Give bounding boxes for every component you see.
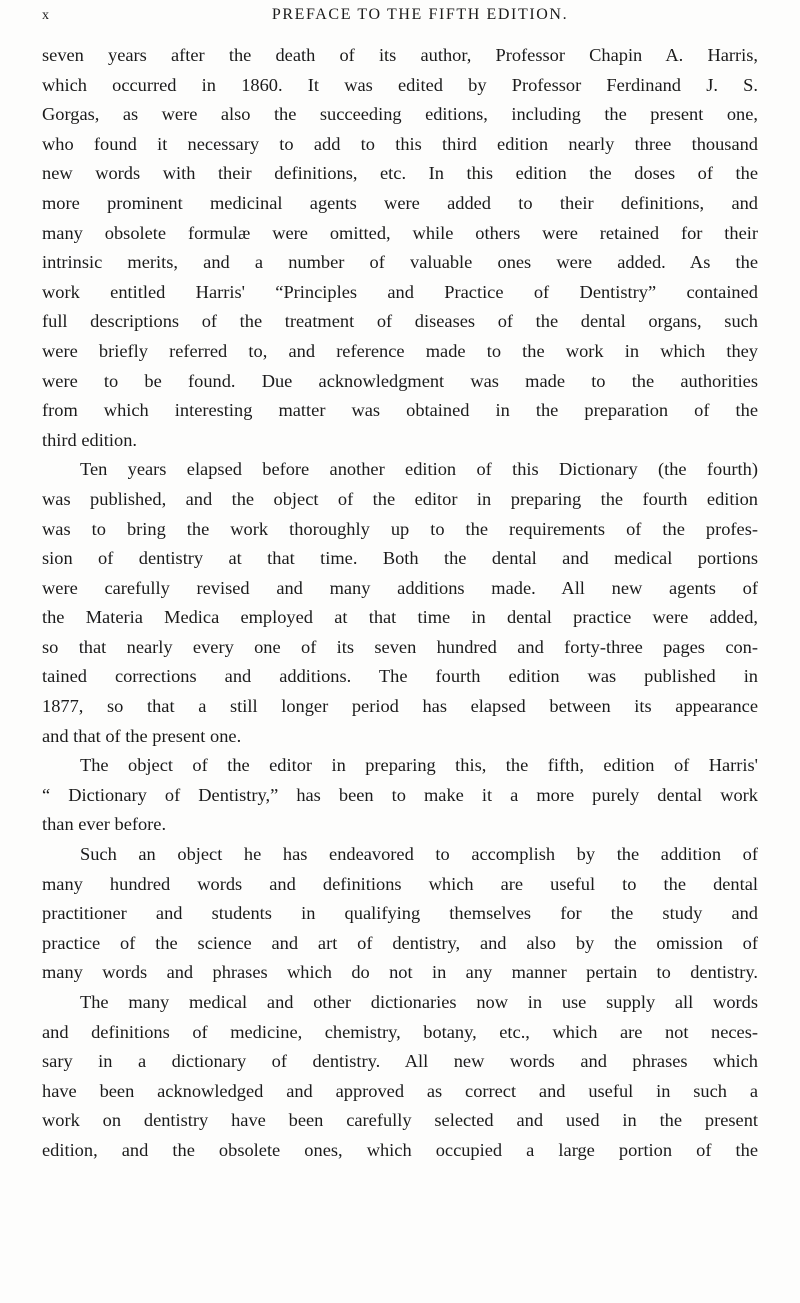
text-line: from which interesting matter was obtained in the preparation of the [42, 400, 758, 421]
text-line: were briefly referred to, and reference made to the work in which they [42, 340, 758, 361]
text-line: work on dentistry have been carefully selected and used in the present [42, 1110, 758, 1131]
text-line: practitioner and students in qualifying themselves for the study and [42, 903, 758, 924]
text-line: work entitled Harris' “Principles and Practice of Dentistry” contained [42, 281, 758, 302]
text-line: many obsolete formulæ were omitted, while others were retained for their [42, 222, 758, 243]
text-line: 1877, so that a still longer period has elapsed between its appearance [42, 696, 758, 717]
text-line: practice of the science and art of dentistry, and also by the omission of [42, 932, 758, 953]
page-number: x [42, 8, 50, 23]
preface-body [42, 41, 758, 1166]
text-line: full descriptions of the treatment of diseases of the dental organs, such [42, 311, 758, 332]
text-line: many hundred words and definitions which are useful to the dental [42, 873, 758, 894]
text-line: The many medical and other dictionaries now in use supply all words [80, 992, 758, 1012]
text-line: which occurred in 1860. It was edited by Professor Ferdinand J. S. [42, 74, 758, 95]
text-line: was to bring the work thoroughly up to the requirements of the profes- [42, 518, 758, 539]
text-line: third edition. [42, 429, 138, 450]
text-line: were carefully revised and many additions made. All new agents of [42, 577, 758, 598]
text-line: were to be found. Due acknowledgment was made to the authorities [42, 370, 758, 391]
running-head [42, 6, 758, 34]
text-line: was published, and the object of the editor in preparing the fourth edition [42, 488, 758, 509]
text-line: have been acknowledged and approved as correct and useful in such a [42, 1080, 758, 1101]
text-line: than ever before. [42, 814, 167, 835]
text-line: Such an object he has endeavored to accomplish by the addition of [80, 844, 758, 865]
text-line: tained corrections and additions. The fourth edition was published in [42, 666, 758, 687]
text-line: seven years after the death of its author, Professor Chapin A. Harris, [42, 45, 758, 65]
text-line: Gorgas, as were also the succeeding editions, including the present one, [42, 104, 758, 125]
text-line: who found it necessary to add to this third edition nearly three thousand [42, 133, 758, 154]
text-line: so that nearly every one of its seven hundred and forty-three pages con- [42, 636, 758, 657]
text-line: many words and phrases which do not in any manner pertain to dentistry. [42, 962, 758, 983]
page-title: PREFACE TO THE FIFTH EDITION. [271, 6, 569, 23]
text-line: more prominent medicinal agents were added to their definitions, and [42, 192, 758, 213]
text-line: and that of the present one. [42, 725, 242, 746]
text-line: edition, and the obsolete ones, which occupied a large portion of the [42, 1139, 758, 1160]
text-line: The object of the editor in preparing this, the fifth, edition of Harris' [80, 755, 758, 776]
text-line: new words with their definitions, etc. In this edition the doses of the [42, 163, 758, 184]
text-line: intrinsic merits, and a number of valuable ones were added. As the [42, 252, 758, 273]
text-line: sary in a dictionary of dentistry. All new words and phrases which [42, 1051, 758, 1072]
text-line: Ten years elapsed before another edition of this Dictionary (the fourth) [80, 459, 758, 480]
text-line: the Materia Medica employed at that time in dental practice were added, [42, 607, 758, 628]
text-line: “ Dictionary of Dentistry,” has been to make it a more purely dental work [42, 784, 758, 805]
text-line: and definitions of medicine, chemistry, botany, etc., which are not neces- [42, 1021, 758, 1042]
text-line: sion of dentistry at that time. Both the dental and medical portions [42, 548, 758, 569]
